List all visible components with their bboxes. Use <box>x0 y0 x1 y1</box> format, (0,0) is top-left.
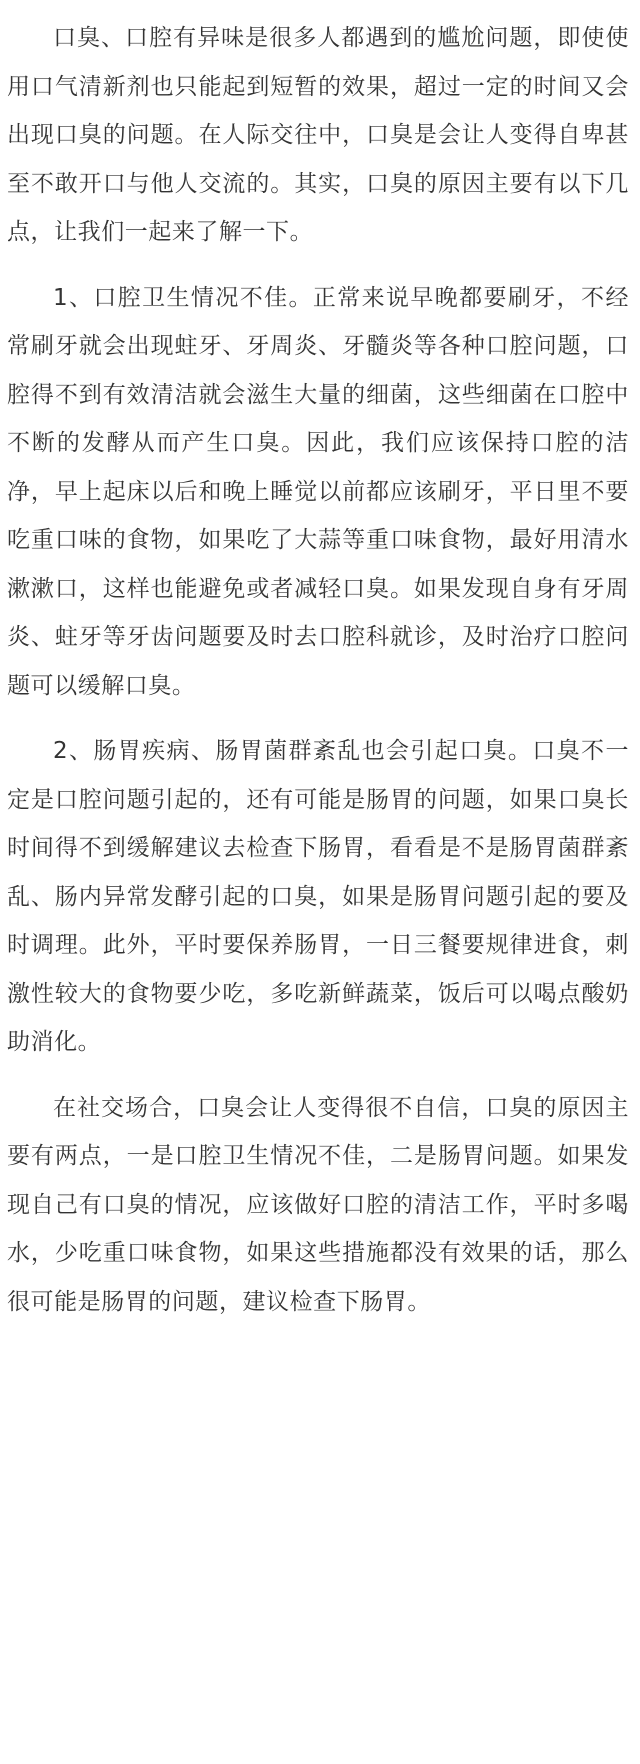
paragraph-gut-issues: 2、肠胃疾病、肠胃菌群紊乱也会引起口臭。口臭不一定是口腔问题引起的，还有可能是肠胃的问题，如果口臭长时间得不到缓解建议去检查下肠胃，看看是不是肠胃菌群紊乱、肠内异常发酵引起的口臭，如果是肠胃问题引起的要及时调理。此外，平时要保养肠胃，一日三餐要规律进食，刺激性较大的食物要少吃，多吃新鲜蔬菜，饭后可以喝点酸奶助消化。 <box>7 738 629 1055</box>
paragraph-conclusion: 在社交场合，口臭会让人变得很不自信，口臭的原因主要有两点，一是口腔卫生情况不佳，二是肠胃问题。如果发现自己有口臭的情况，应该做好口腔的清洁工作，平时多喝水，少吃重口味食物，如果这些措施都没有效果的话，那么很可能是肠胃的问题，建议检查下肠胃。 <box>7 1094 629 1315</box>
paragraph-oral-hygiene: 1、口腔卫生情况不佳。正常来说早晚都要刷牙，不经常刷牙就会出现蛀牙、牙周炎、牙髓炎等各种口腔问题，口腔得不到有效清洁就会滋生大量的细菌，这些细菌在口腔中不断的发酵从而产生口臭。因此，我们应该保持口腔的洁净，早上起床以后和晚上睡觉以前都应该刷牙，平日里不要吃重口味的食物，如果吃了大蒜等重口味食物，最好用清水漱漱口，这样也能避免或者减轻口臭。如果发现自身有牙周炎、蛀牙等牙齿问题要及时去口腔科就诊，及时治疗口腔问题可以缓解口臭。 <box>7 284 629 699</box>
paragraph-intro: 口臭、口腔有异味是很多人都遇到的尴尬问题，即使使用口气清新剂也只能起到短暂的效果，超过一定的时间又会出现口臭的问题。在人际交往中，口臭是会让人变得自卑甚至不敢开口与他人交流的。其实，口臭的原因主要有以下几点，让我们一起来了解一下。 <box>7 25 629 245</box>
